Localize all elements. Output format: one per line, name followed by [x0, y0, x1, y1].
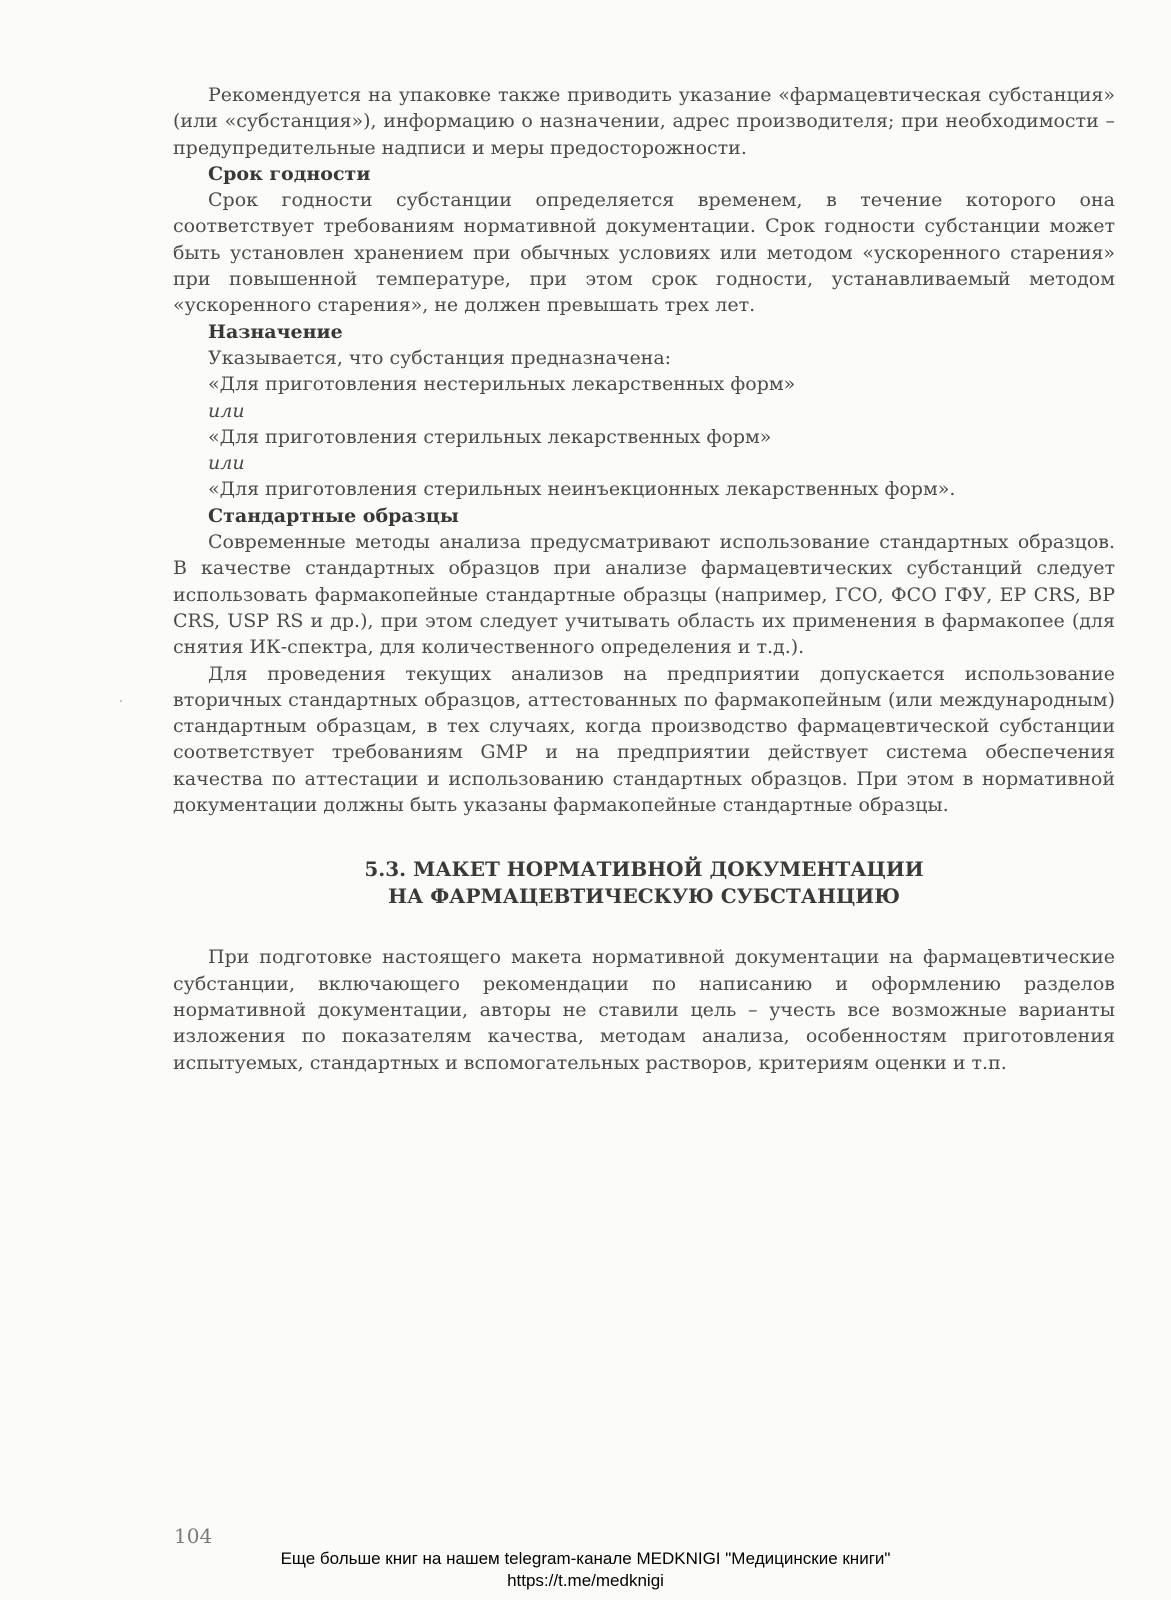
footer-promo-text: Еще больше книг на нашем telegram-канале MEDKNIGI "Медицинские книги" — [280, 1549, 891, 1568]
section-title-line: НА ФАРМАЦЕВТИЧЕСКУЮ СУБСТАНЦИЮ — [388, 884, 900, 909]
scan-speck — [120, 700, 122, 702]
purpose-intro: Указывается, что субстанция предназначена: — [208, 346, 672, 369]
page-number: 104 — [174, 1524, 213, 1548]
footer-link[interactable]: https://t.me/medknigi — [507, 1571, 664, 1590]
paragraph-secondary-standards: Для проведения текущих анализов на предприятии допускается использование вторичных стандартных образцов, аттестованных по фармакопейным (или международным) стандартным образцам, в тех случаях, когда производство фармацевтической субстанции соответствует требованиям GMP и на предприятии действует система обеспечения качества по аттестации и использованию стандартных образцов. При этом в нормативной документации должны быть указаны фармакопейные стандартные образцы. — [173, 662, 1115, 817]
paragraph-section-intro: При подготовке настоящего макета нормативной документации на фармацевтические субстанции, включающего рекомендации по написанию и оформлению разделов нормативной документации, авторы не ставили цель – учесть все возможные варианты изложения по показателям качества, методам анализа, особенностям приготовления испытуемых, стандартных и вспомогательных растворов, критериям оценки и т.п. — [173, 946, 1115, 1074]
paragraph-shelf-life: Срок годности субстанции определяется временем, в течение которого она соответствует требованиям нормативной документации. Срок годности субстанции может быть установлен хранением при обычных условиях или методом «ускоренного старения» при повышенной температуре, при этом срок годности, устанавливаемый методом «ускоренного старения», не должен превышать трех лет. — [173, 189, 1115, 317]
purpose-option-sterile-noninjection: «Для приготовления стерильных неинъекционных лекарственных форм». — [208, 478, 956, 501]
or-separator: или — [208, 452, 245, 475]
footer-banner — [0, 1548, 1171, 1592]
paragraph-packaging: Рекомендуется на упаковке также приводить указание «фармацевтическая субстанция» (или «субстанция»), информацию о назначении, адрес производителя; при необходимости – предупредительные надписи и меры предосторожности. — [173, 84, 1115, 159]
paragraph-reference-standards: Современные методы анализа предусматривают использование стандартных образцов. В качестве стандартных образцов при анализе фармацевтических субстанций следует использовать фармакопейные стандартные образцы (например, ГСО, ФСО ГФУ, EP CRS, BP CRS, USP RS и др.), при этом следует учитывать область их применения в фармакопее (для снятия ИК-спектра, для количественного определения и т.д.). — [173, 531, 1115, 659]
purpose-option-sterile: «Для приготовления стерильных лекарственных форм» — [208, 425, 772, 448]
heading-purpose: Назначение — [208, 320, 343, 343]
page-body — [173, 82, 1115, 1076]
section-title — [173, 856, 1115, 910]
heading-reference-standards: Стандартные образцы — [208, 504, 459, 527]
or-separator: или — [208, 399, 245, 422]
section-title-line: 5.3. МАКЕТ НОРМАТИВНОЙ ДОКУМЕНТАЦИИ — [364, 857, 924, 882]
heading-shelf-life: Срок годности — [208, 162, 371, 185]
purpose-option-nonsterile: «Для приготовления нестерильных лекарственных форм» — [208, 373, 796, 396]
